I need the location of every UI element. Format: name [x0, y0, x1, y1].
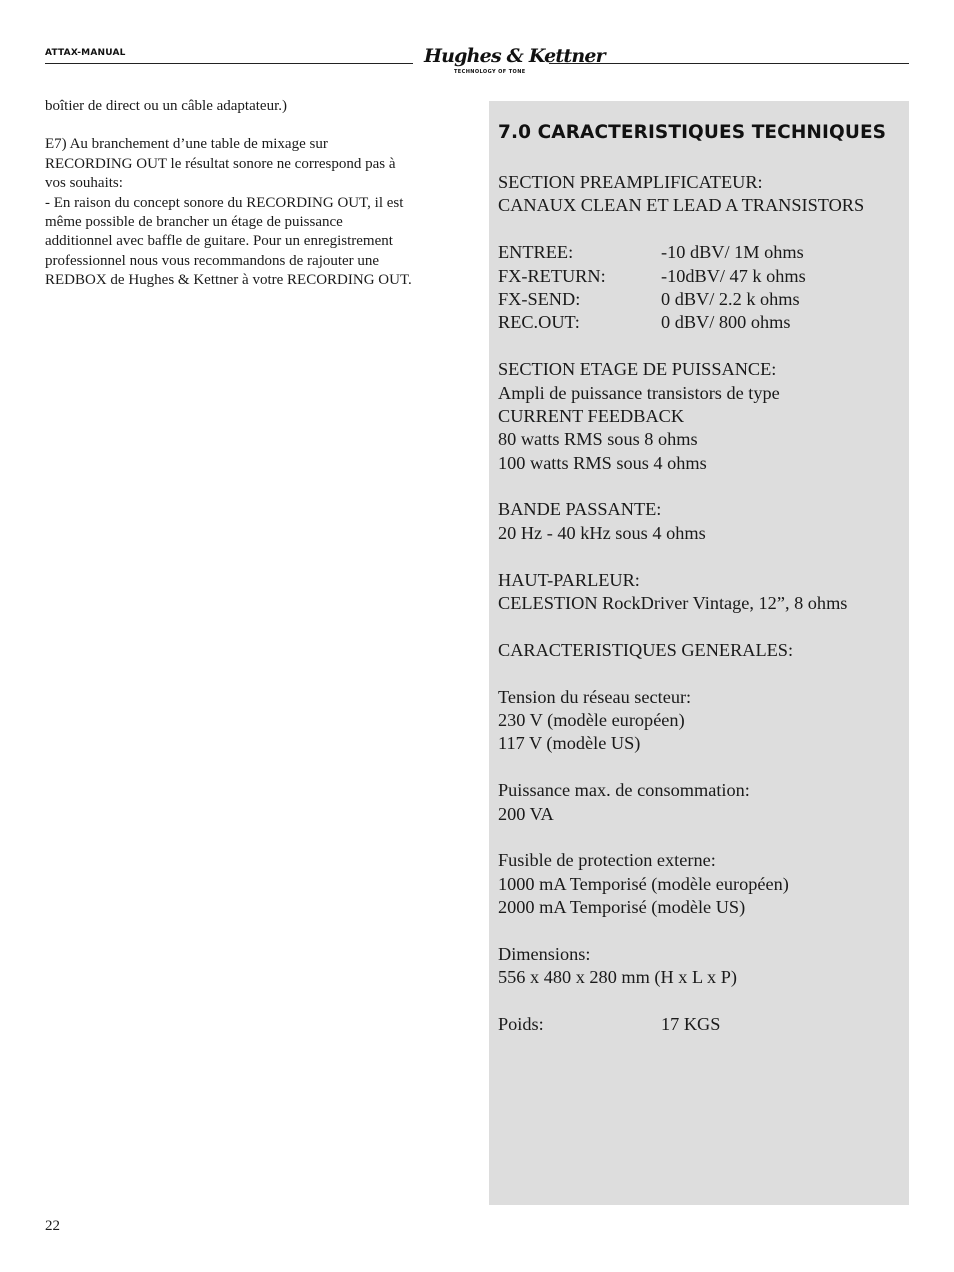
text-line: vos souhaits:: [45, 175, 123, 192]
bandwidth-value: 20 Hz - 40 kHz sous 4 ohms: [498, 522, 706, 543]
mains-line: 117 V (modèle US): [498, 733, 641, 754]
spec-row-entree: [498, 241, 903, 264]
text-line: - En raison du concept sonore du RECORDING OUT, il est: [45, 194, 404, 211]
preamp-channels: CANAUX CLEAN ET LEAD A TRANSISTORS: [498, 195, 865, 216]
spec-value: -10dBV/ 47 k ohms: [661, 265, 806, 286]
spec-label: Poids:: [498, 1014, 544, 1035]
preamp-heading: SECTION PREAMPLIFICATEUR:: [498, 172, 763, 192]
spec-row-rec-out: [498, 311, 903, 334]
mains-line: 230 V (modèle européen): [498, 709, 685, 730]
brand-logo: [424, 45, 605, 78]
spec-value: 0 dBV/ 800 ohms: [661, 312, 791, 333]
mains-heading: Tension du réseau secteur:: [498, 686, 692, 707]
page-number: 22: [45, 1218, 60, 1234]
consumption-value: 200 VA: [498, 803, 554, 824]
paragraph-continuation: boîtier de direct ou un câble adaptateur.): [45, 98, 287, 114]
spec-value: 0 dBV/ 2.2 k ohms: [661, 288, 800, 309]
text-line: E7) Au branchement d’une table de mixage sur: [45, 136, 328, 153]
spec-row-fx-send: [498, 288, 903, 311]
section-title: 7.0 CARACTERISTIQUES TECHNIQUES: [498, 122, 887, 143]
text-line: professionnel nous vous recommandons de rajouter une: [45, 252, 380, 269]
spec-label: FX-RETURN:: [498, 265, 606, 286]
technical-specs-panel: [489, 101, 909, 1205]
spec-row-fx-return: [498, 265, 903, 288]
dimensions-value: 556 x 480 x 280 mm (H x L x P): [498, 967, 738, 988]
specs-list: [498, 171, 903, 1036]
paragraph-e7: [45, 135, 460, 290]
spec-value: -10 dBV/ 1M ohms: [661, 242, 804, 263]
troubleshooting-text: [45, 97, 460, 291]
text-line: additionnel avec baffle de guitare. Pour un enregistrement: [45, 233, 393, 250]
spec-label: ENTREE:: [498, 242, 574, 263]
speaker-value: CELESTION RockDriver Vintage, 12”, 8 ohms: [498, 593, 848, 614]
consumption-heading: Puissance max. de consommation:: [498, 780, 750, 801]
brand-logo-script: Hughes & Kettner: [424, 45, 605, 67]
power-line: 80 watts RMS sous 8 ohms: [498, 429, 698, 450]
power-heading: SECTION ETAGE DE PUISSANCE:: [498, 359, 777, 380]
bandwidth-heading: BANDE PASSANTE:: [498, 499, 662, 520]
spec-value: 17 KGS: [661, 1014, 721, 1035]
general-heading: CARACTERISTIQUES GENERALES:: [498, 639, 794, 660]
power-line: CURRENT FEEDBACK: [498, 405, 685, 426]
manual-title: ATTAX-MANUAL: [45, 48, 126, 58]
power-line: Ampli de puissance transistors de type: [498, 382, 780, 403]
fuse-heading: Fusible de protection externe:: [498, 850, 716, 871]
header-rule-left: [45, 63, 413, 64]
text-line: même possible de brancher un étage de puissance: [45, 214, 343, 231]
speaker-heading: HAUT-PARLEUR:: [498, 569, 640, 590]
power-line: 100 watts RMS sous 4 ohms: [498, 452, 707, 473]
spec-label: FX-SEND:: [498, 288, 581, 309]
text-line: REDBOX de Hughes & Kettner à votre RECORDING OUT.: [45, 272, 412, 289]
dimensions-heading: Dimensions:: [498, 943, 591, 964]
text-line: RECORDING OUT le résultat sonore ne correspond pas à: [45, 155, 396, 172]
fuse-line: 2000 mA Temporisé (modèle US): [498, 897, 746, 918]
fuse-line: 1000 mA Temporisé (modèle européen): [498, 873, 789, 894]
brand-tagline: TECHNOLOGY OF TONE: [454, 69, 526, 75]
spec-label: REC.OUT:: [498, 312, 580, 333]
spec-row-weight: [498, 1013, 903, 1036]
